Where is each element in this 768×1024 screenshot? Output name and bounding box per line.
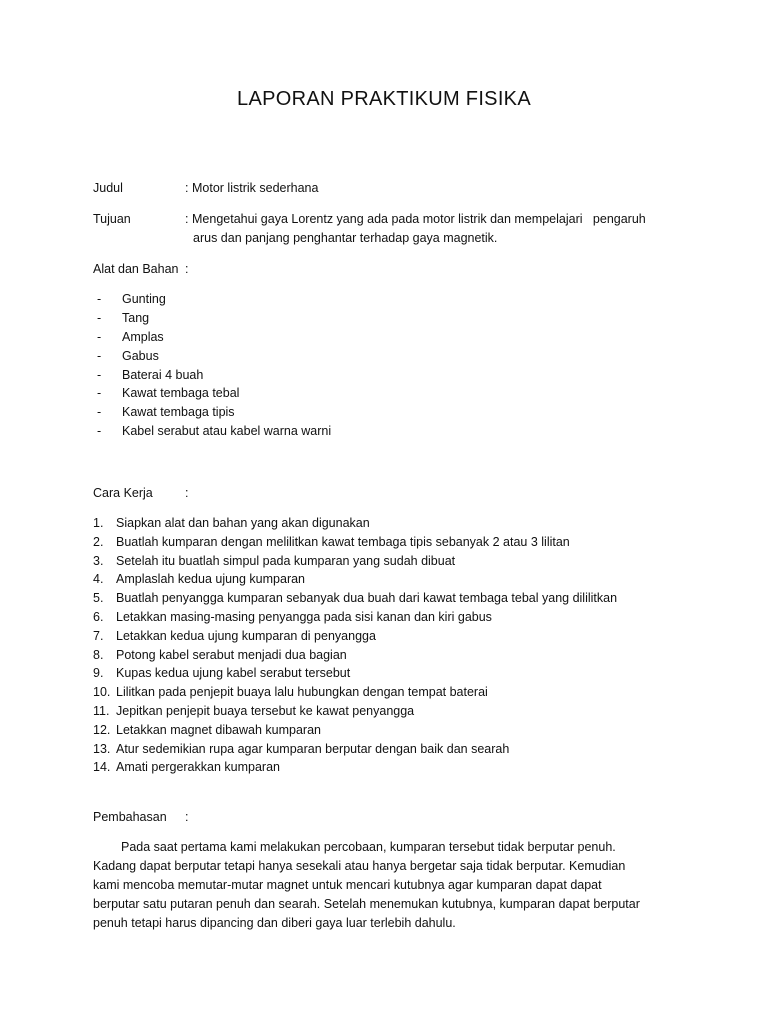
step-number: 6.	[93, 609, 104, 624]
step-number: 4.	[93, 572, 104, 587]
step-text: Jepitkan penjepit buaya tersebut ke kawat penyangga	[116, 703, 415, 718]
paragraph-line: Pada saat pertama kami melakukan percobaan, kumparan tersebut tidak berputar penuh.	[121, 840, 616, 854]
judul-label: Judul	[93, 181, 123, 195]
bullet-dash: -	[97, 348, 102, 363]
alat-item-text: Gabus	[122, 348, 159, 363]
step-text: Buatlah penyangga kumparan sebanyak dua buah dari kawat tembaga tebal yang dililitkan	[116, 591, 618, 606]
step-number: 7.	[93, 628, 104, 643]
step-number: 12.	[93, 722, 111, 737]
alat-item-text: Kawat tembaga tipis	[122, 405, 235, 420]
step-number: 2.	[93, 534, 104, 549]
step-text: Buatlah kumparan dengan melilitkan kawat tembaga tipis sebanyak 2 atau 3 lilitan	[116, 534, 570, 549]
cara-label: Cara Kerja	[93, 486, 153, 500]
tujuan-value-line2: arus dan panjang penghantar terhadap gaya magnetik.	[193, 231, 498, 245]
cara-colon: :	[185, 486, 189, 500]
step-number: 5.	[93, 591, 104, 606]
pembahasan-label: Pembahasan	[93, 810, 167, 824]
paragraph-line: kami mencoba memutar-mutar magnet untuk mencari kutubnya agar kumparan dapat dapat	[93, 878, 602, 892]
step-number: 11.	[93, 703, 110, 718]
step-text: Potong kabel serabut menjadi dua bagian	[116, 647, 347, 662]
bullet-dash: -	[97, 310, 102, 325]
pembahasan-paragraph	[93, 838, 675, 933]
bullet-dash: -	[97, 405, 102, 420]
step-text: Siapkan alat dan bahan yang akan digunakan	[116, 516, 370, 530]
tujuan-colon: :	[185, 212, 189, 226]
step-text: Letakkan magnet dibawah kumparan	[116, 722, 321, 737]
page-title: LAPORAN PRAKTIKUM FISIKA	[237, 88, 531, 110]
step-text: Amati pergerakkan kumparan	[116, 760, 280, 775]
step-text: Lilitkan pada penjepit buaya lalu hubungkan dengan tempat baterai	[116, 685, 488, 700]
tujuan-label: Tujuan	[93, 212, 131, 226]
bullet-dash: -	[97, 329, 102, 344]
step-number: 1.	[93, 516, 104, 530]
step-text: Amplaslah kedua ujung kumparan	[116, 572, 306, 587]
step-number: 10.	[93, 685, 111, 700]
bullet-dash: -	[97, 367, 102, 382]
step-text: Setelah itu buatlah simpul pada kumparan yang sudah dibuat	[116, 553, 456, 568]
paragraph-line: penuh tetapi harus dipancing dan diberi gaya luar terlebih dahulu.	[93, 916, 456, 930]
step-text: Atur sedemikian rupa agar kumparan berputar dengan baik dan searah	[116, 741, 510, 756]
step-number: 3.	[93, 553, 104, 568]
judul-value: Motor listrik sederhana	[192, 181, 319, 195]
step-number: 13.	[93, 741, 111, 756]
step-text: Letakkan kedua ujung kumparan di penyangga	[116, 628, 376, 643]
alat-colon: :	[185, 262, 189, 276]
bullet-dash: -	[97, 386, 102, 401]
judul-colon: :	[185, 181, 189, 195]
alat-item-text: Baterai 4 buah	[122, 367, 204, 382]
alat-item-text: Kawat tembaga tebal	[122, 386, 240, 401]
paragraph-line: Kadang dapat berputar tetapi hanya sesekali atau hanya bergetar saja tidak berputar. Kemudian	[93, 859, 626, 873]
step-number: 8.	[93, 647, 104, 662]
alat-item-text: Kabel serabut atau kabel warna warni	[122, 424, 332, 439]
step-number: 9.	[93, 666, 104, 681]
step-text: Letakkan masing-masing penyangga pada sisi kanan dan kiri gabus	[116, 609, 492, 624]
bullet-dash: -	[97, 424, 102, 439]
bullet-dash: -	[97, 292, 102, 306]
alat-label: Alat dan Bahan	[93, 262, 179, 276]
paragraph-line: berputar satu putaran penuh dan searah. Setelah menemukan kutubnya, kumparan dapat berputar	[93, 897, 640, 911]
alat-item-text: Gunting	[122, 292, 166, 306]
alat-item-text: Tang	[122, 310, 150, 325]
alat-item-text: Amplas	[122, 329, 164, 344]
pembahasan-colon: :	[185, 810, 189, 824]
step-text: Kupas kedua ujung kabel serabut tersebut	[116, 666, 351, 681]
tujuan-value-line1: Mengetahui gaya Lorentz yang ada pada motor listrik dan mempelajari pengaruh	[192, 212, 646, 226]
step-number: 14.	[93, 760, 111, 775]
